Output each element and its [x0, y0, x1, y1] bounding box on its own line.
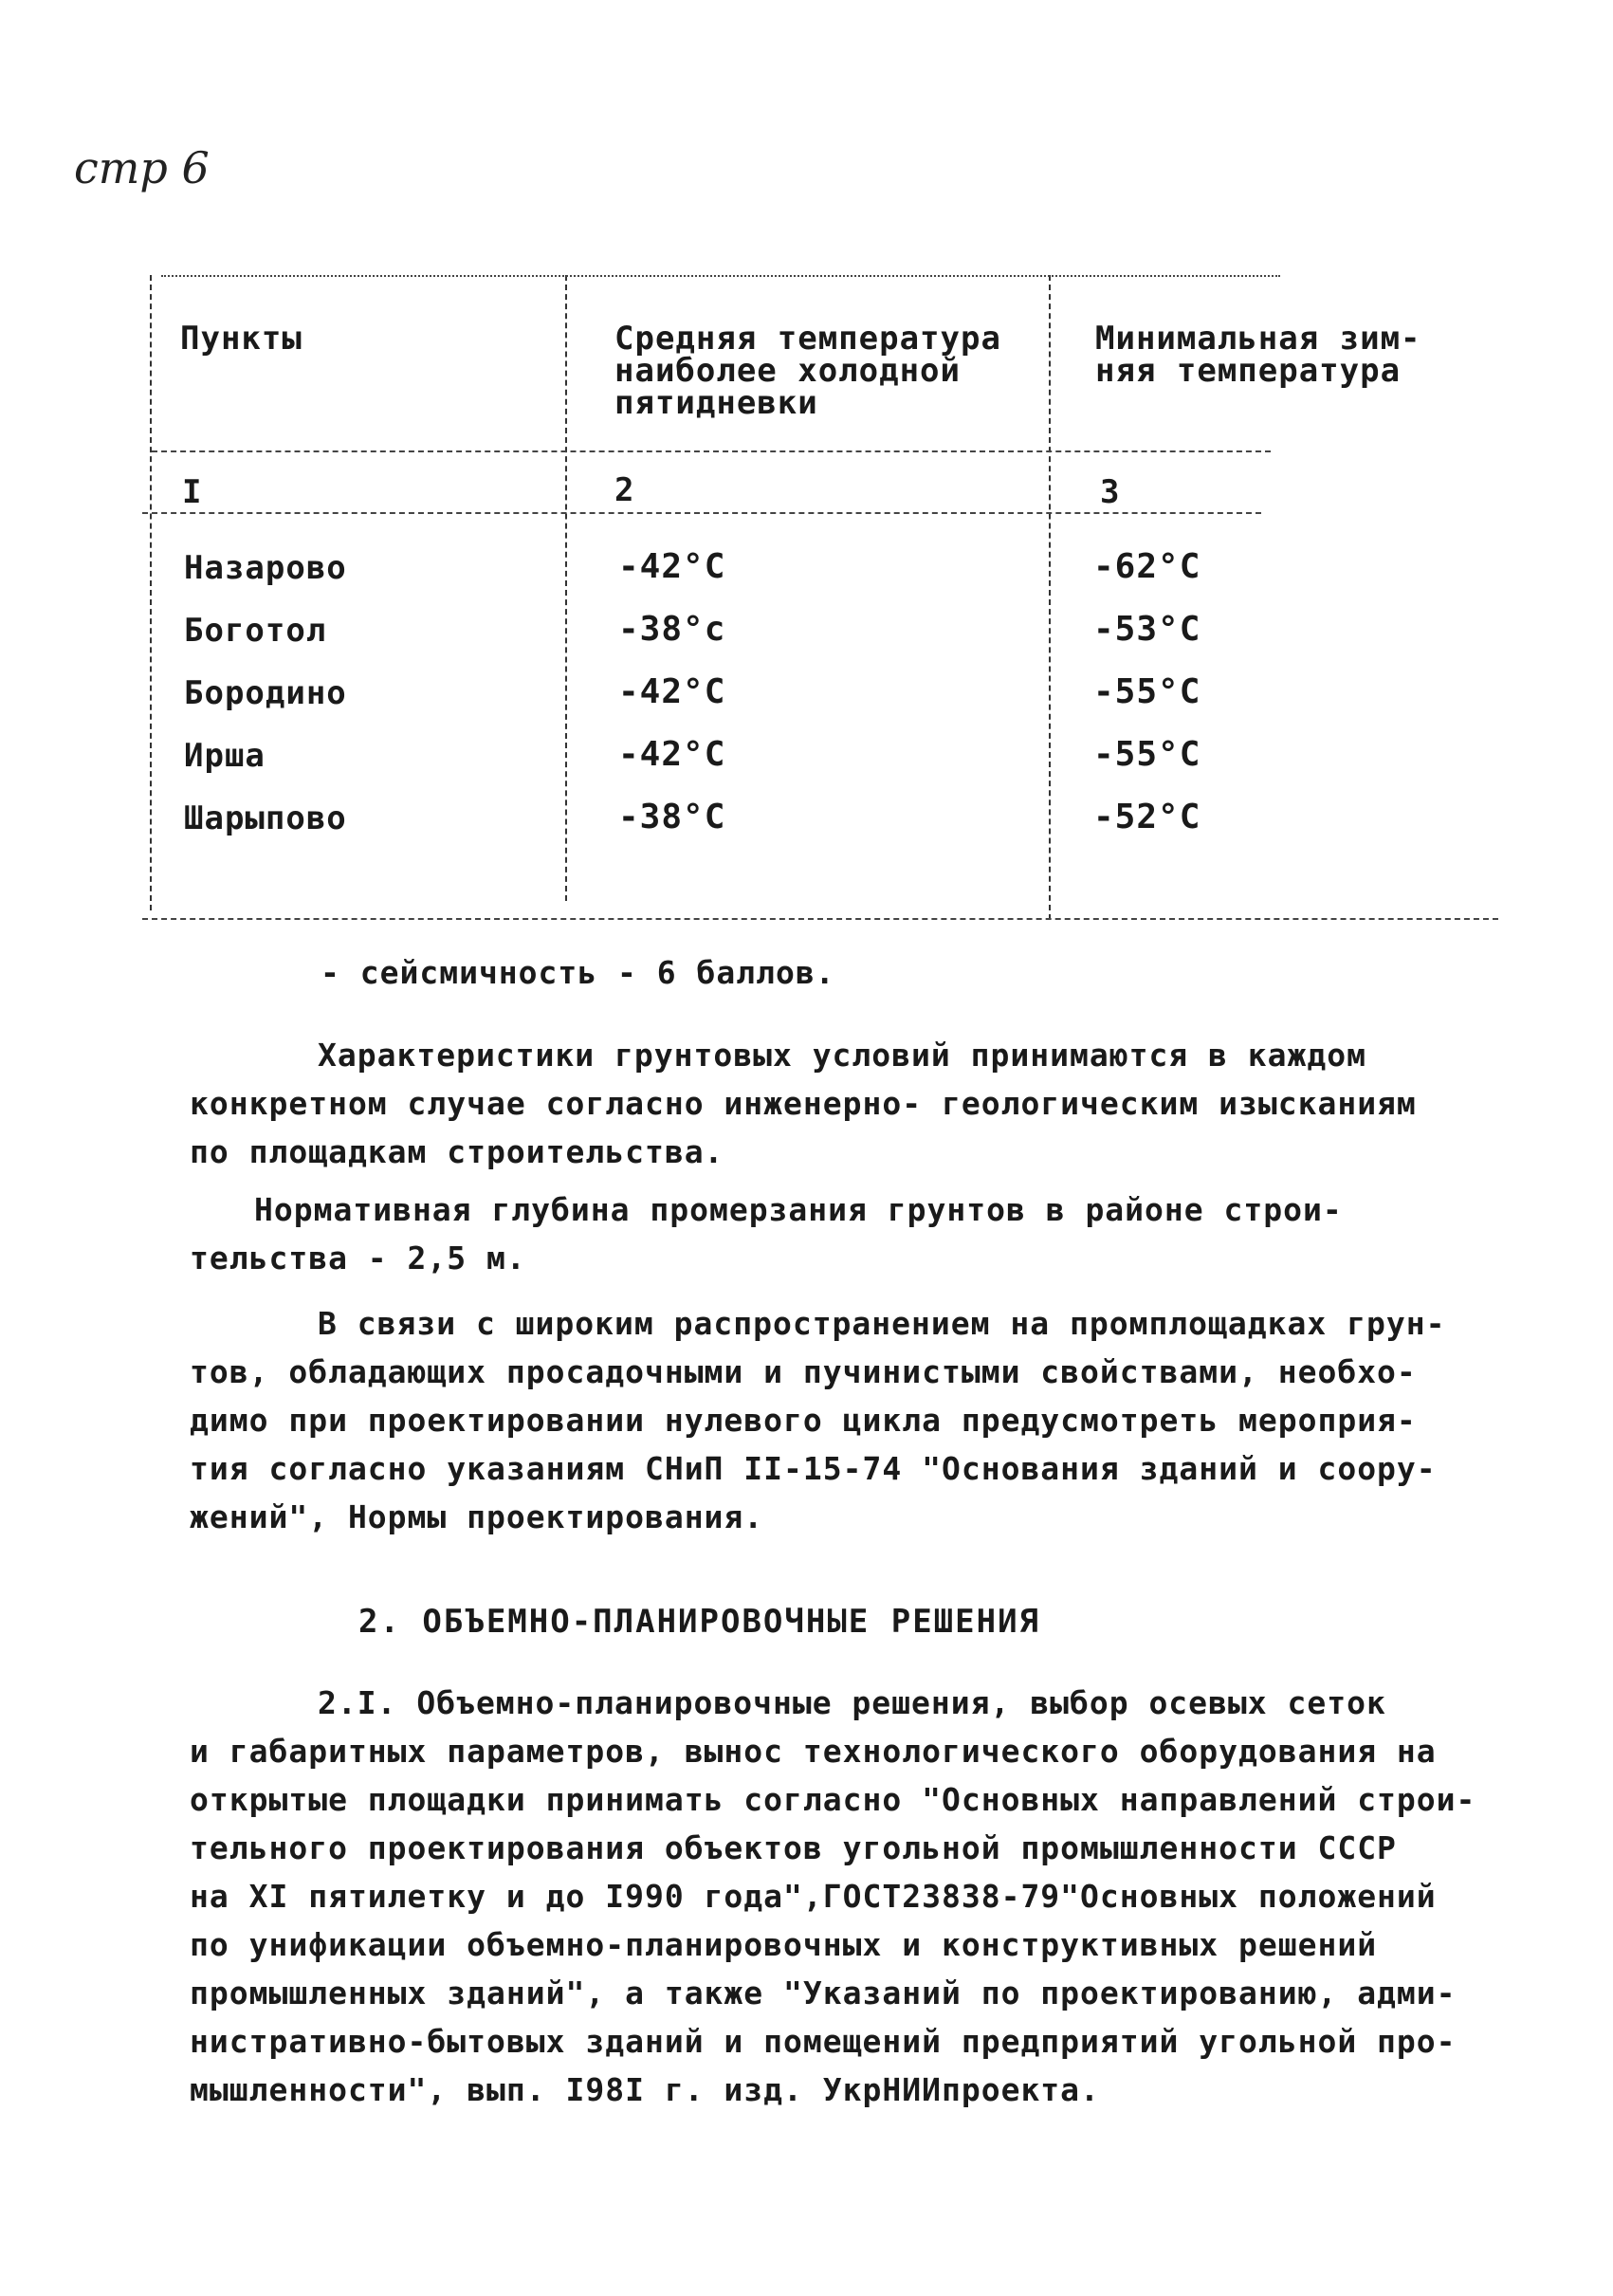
row-min-temp: -52°C — [1093, 798, 1201, 836]
text-line: тов, обладающих просадочными и пучинистыми свойствами, необхо- — [190, 1353, 1417, 1390]
table-left-border — [150, 275, 152, 910]
row-avg-temp: -38°с — [618, 610, 726, 649]
text-line: конкретном случае согласно инженерно- геологическим изысканиям — [190, 1085, 1417, 1122]
row-point: Бородино — [184, 674, 347, 712]
text-line: Нормативная глубина промерзания грунтов в районе строи- — [254, 1191, 1343, 1228]
text-line: димо при проектировании нулевого цикла предусмотреть мероприя- — [190, 1402, 1417, 1439]
column-number-1: I — [182, 473, 203, 511]
row-point: Ирша — [184, 737, 266, 775]
table-column-divider-1 — [565, 275, 567, 901]
text-line: жений", Нормы проектирования. — [190, 1498, 764, 1535]
row-point: Назарово — [184, 549, 347, 587]
paragraph-subsiding — [190, 1299, 1460, 1541]
column-number-2: 2 — [614, 471, 635, 509]
text-line: открытые площадки принимать согласно "Основных направлений строи- — [190, 1781, 1476, 1818]
text-line: промышленных зданий", а также "Указаний по проектированию, адми- — [190, 1975, 1457, 2011]
text-line: и габаритных параметров, вынос технологического оборудования на — [190, 1733, 1437, 1770]
row-min-temp: -55°C — [1093, 735, 1201, 774]
page-number-label: стр 6 — [74, 142, 210, 193]
row-min-temp: -53°C — [1093, 610, 1201, 649]
seismicity-line: - сейсмичность - 6 баллов. — [321, 954, 835, 991]
paragraph-soil — [190, 1031, 1460, 1176]
paragraph-section-2-1 — [190, 1679, 1476, 2114]
text-line: тия согласно указаниям СНиП II-15-74 "Основания зданий и соору- — [190, 1450, 1437, 1487]
header-points: Пункты — [180, 320, 302, 358]
table-top-border — [161, 275, 1280, 277]
row-point: Боготол — [184, 612, 327, 650]
text-line: В связи с широким распространением на промплощадках грун- — [318, 1305, 1446, 1342]
paragraph-depth — [190, 1185, 1460, 1282]
text-line: Характеристики грунтовых условий принимаются в каждом — [318, 1037, 1366, 1074]
row-min-temp: -55°C — [1093, 672, 1201, 711]
row-avg-temp: -42°C — [618, 547, 726, 586]
text-line: тельного проектирования объектов угольной промышленности СССР — [190, 1829, 1397, 1866]
row-min-temp: -62°C — [1093, 547, 1201, 586]
table-number-separator — [142, 512, 1261, 514]
row-avg-temp: -42°C — [618, 735, 726, 774]
header-min-winter: Минимальная зим- няя температура — [1095, 320, 1421, 390]
section-heading: 2. ОБЪЕМНО-ПЛАНИРОВОЧНЫЕ РЕШЕНИЯ — [358, 1603, 1041, 1641]
text-line: по площадкам строительства. — [190, 1133, 724, 1170]
temperature-table — [142, 275, 1498, 920]
text-line: по унификации объемно-планировочных и конструктивных решений — [190, 1926, 1378, 1963]
table-bottom-border — [142, 918, 1498, 920]
header-avg-coldest-5day: Средняя температура наиболее холодной пятидневки — [614, 320, 1001, 422]
text-line: на XI пятилетку и до I990 года",ГОСТ23838-79"Основных положений — [190, 1878, 1437, 1915]
row-point: Шарыпово — [184, 799, 347, 837]
text-line: 2.I. Объемно-планировочные решения, выбор осевых сеток — [318, 1684, 1386, 1721]
text-line: тельства - 2,5 м. — [190, 1240, 526, 1277]
text-line: нистративно-бытовых зданий и помещений предприятий угольной про- — [190, 2023, 1457, 2060]
row-avg-temp: -38°C — [618, 798, 726, 836]
table-column-divider-2 — [1049, 275, 1051, 920]
row-avg-temp: -42°C — [618, 672, 726, 711]
column-number-3: 3 — [1100, 473, 1121, 511]
table-header-separator — [152, 450, 1271, 452]
text-line: мышленности", вып. I98I г. изд. УкрНИИпроекта. — [190, 2071, 1100, 2108]
